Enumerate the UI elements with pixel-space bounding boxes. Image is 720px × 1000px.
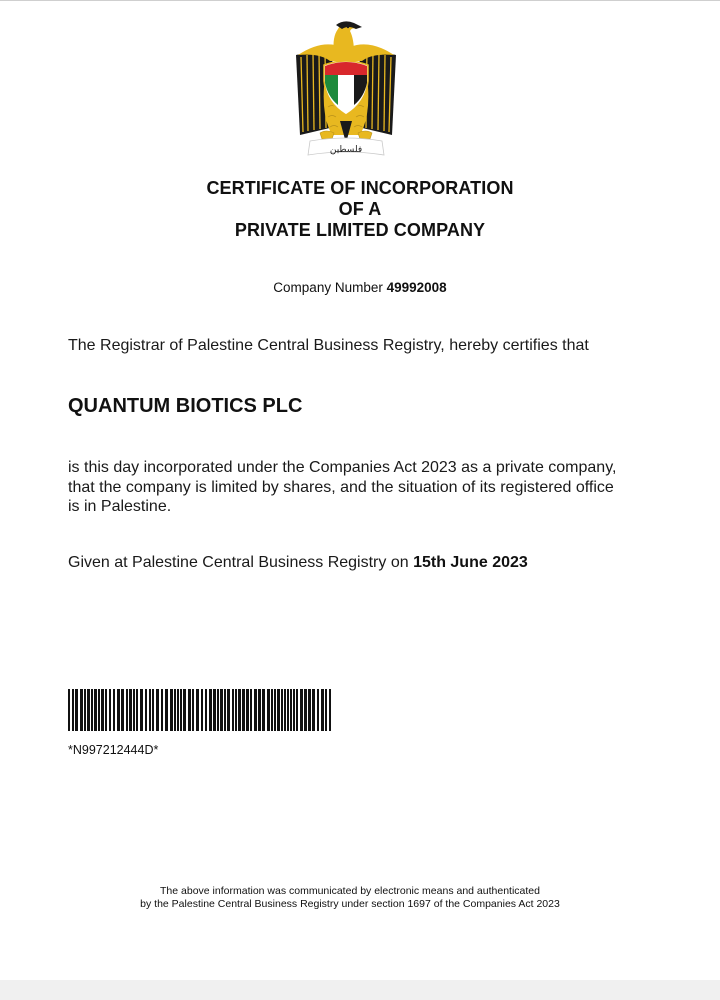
title-line-2: OF A (338, 199, 382, 219)
registrar-statement: The Registrar of Palestine Central Business Registry, hereby certifies that (68, 337, 589, 354)
certificate-page (0, 1, 720, 980)
incorporation-date: 15th June 2023 (413, 554, 528, 571)
company-number (0, 280, 720, 295)
company-name: QUANTUM BIOTICS PLC (68, 395, 303, 417)
barcode (68, 689, 332, 731)
authentication-footer (0, 885, 700, 911)
palestine-eagle-emblem-icon (292, 17, 400, 163)
certificate-title (0, 178, 720, 241)
svg-text:فلسطين: فلسطين (329, 145, 363, 155)
company-number-value: 49992008 (386, 280, 447, 295)
given-prefix: Given at Palestine Central Business Registry on (68, 554, 409, 571)
footer-line-2: by the Palestine Central Business Registry under section 1697 of the Companies Act 2023 (140, 898, 560, 910)
footer-line-1: The above information was communicated by electronic means and authenticated (160, 885, 540, 897)
company-number-label: Company Number (273, 280, 383, 295)
given-statement (68, 554, 528, 572)
title-line-1: CERTIFICATE OF INCORPORATION (206, 178, 514, 198)
barcode-space (331, 689, 332, 731)
incorporation-statement: is this day incorporated under the Companies Act 2023 as a private company, that the company is limited by shares, and the situation of its registered office is in Palestine. (68, 459, 617, 515)
title-line-3: PRIVATE LIMITED COMPANY (234, 220, 486, 240)
barcode-text: *N997212444D* (68, 743, 159, 757)
